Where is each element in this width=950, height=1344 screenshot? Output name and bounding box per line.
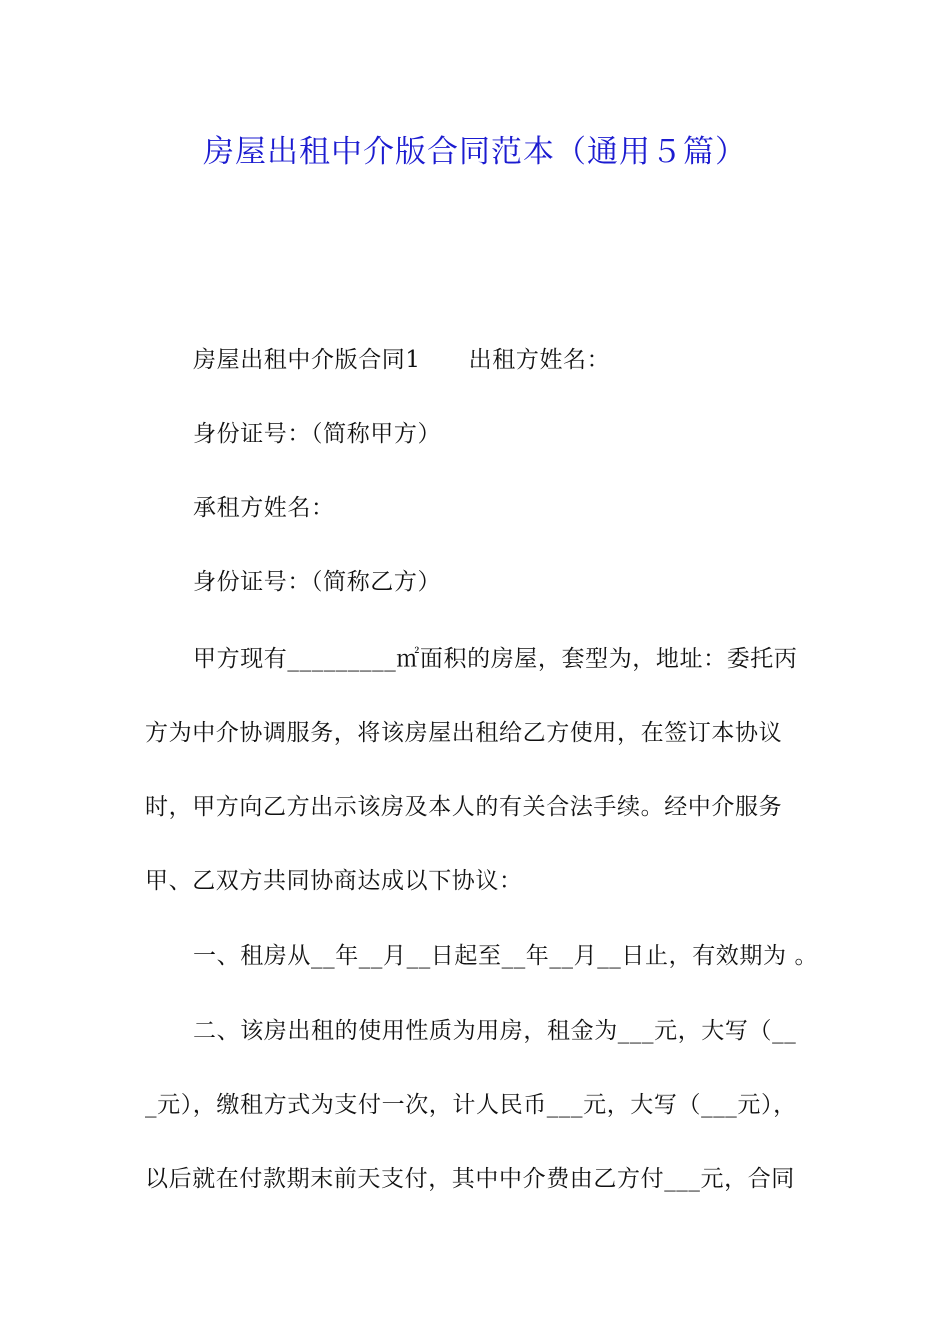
lessor-name-label: 出租方姓名： bbox=[468, 347, 611, 373]
paragraph-line: 二、该房出租的使用性质为用房，租金为___元，大写（__ bbox=[193, 1018, 797, 1044]
paragraph-line: _元），缴租方式为支付一次，计人民币___元，大写（___元）， bbox=[145, 1092, 797, 1118]
document-title: 房屋出租中介版合同范本（通用５篇） bbox=[203, 134, 747, 170]
paragraph-line: 方为中介协调服务，将该房屋出租给乙方使用，在签订本协议 bbox=[145, 720, 783, 746]
contract-heading: 房屋出租中介版合同1 bbox=[193, 347, 421, 373]
contract-first-line bbox=[193, 345, 610, 375]
paragraph-line: 承租方姓名： bbox=[193, 495, 335, 521]
paragraph-line: 时，甲方向乙方出示该房及本人的有关合法手续。经中介服务 bbox=[145, 794, 783, 820]
paragraph-line: 甲、乙双方共同协商达成以下协议： bbox=[145, 868, 523, 894]
paragraph-line: 身份证号：（简称乙方） bbox=[193, 569, 442, 595]
paragraph-line: 身份证号：（简称甲方） bbox=[193, 421, 442, 447]
paragraph-line: 以后就在付款期末前天支付，其中中介费由乙方付___元，合同 bbox=[145, 1166, 795, 1192]
paragraph-line: 甲方现有_________㎡面积的房屋，套型为，地址：委托丙 bbox=[193, 646, 798, 672]
paragraph-line: 一、租房从__年__月__日起至__年__月__日止，有效期为 。 bbox=[193, 943, 819, 969]
